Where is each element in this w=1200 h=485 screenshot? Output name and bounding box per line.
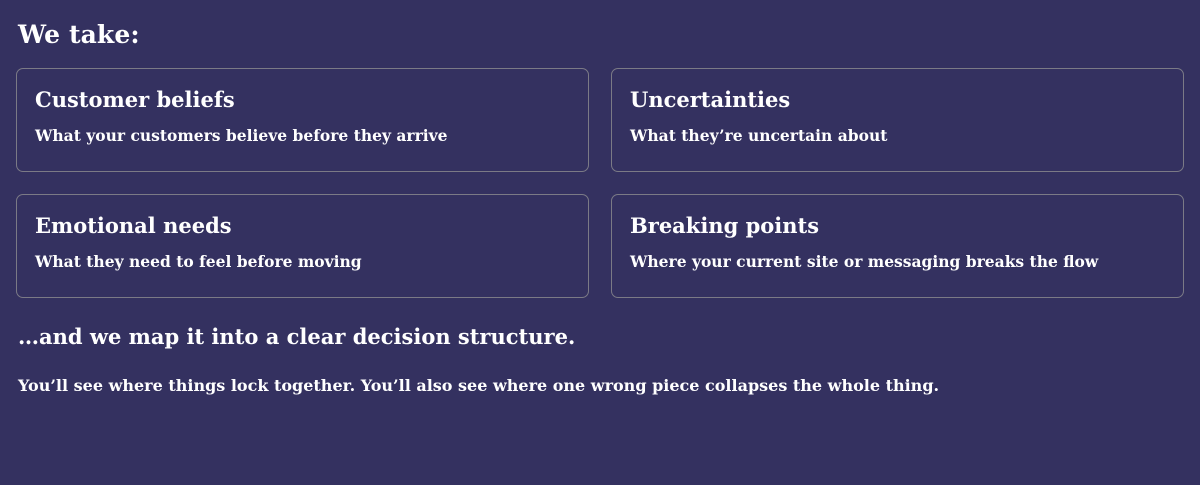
card-uncertainties (611, 68, 1184, 172)
card-title: Customer beliefs (35, 87, 235, 112)
card-emotional-needs (16, 194, 589, 298)
card-breaking-points (611, 194, 1184, 298)
section-subheading: …and we map it into a clear decision structure. (18, 324, 576, 349)
card-description: Where your current site or messaging breaks the flow (630, 252, 1099, 272)
section-heading: We take: (18, 20, 140, 49)
section-body-text: You’ll see where things lock together. You’ll also see where one wrong piece collapses the whole thing. (18, 376, 940, 396)
card-description: What they’re uncertain about (630, 126, 888, 146)
card-customer-beliefs (16, 68, 589, 172)
card-description: What your customers believe before they arrive (35, 126, 448, 146)
card-description: What they need to feel before moving (35, 252, 362, 272)
card-title: Uncertainties (630, 87, 791, 112)
card-grid (16, 68, 1184, 298)
card-title: Emotional needs (35, 213, 232, 238)
card-title: Breaking points (630, 213, 820, 238)
